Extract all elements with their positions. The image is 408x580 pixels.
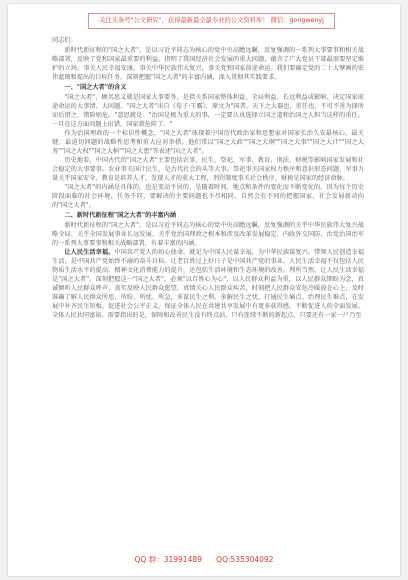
document-page — [8, 4, 400, 576]
section-heading-1: 一、"国之大者"的含义 — [64, 84, 127, 91]
footer-contact: QQ 群：31991489 QQ:535304092 — [134, 555, 274, 564]
promo-banner[interactable]: 关注头条号"公文研究"，获得最新最全最专业的公文资料库！ 微信：gongwenyj — [88, 13, 335, 29]
paragraph-concept: 作为治国理政的一个标识性概念，"国之大者"体现着中国历代政治家和思想家对国家长治久安最核心、最关键、最迫切问题的战略性思考和重大应对举措。他们常以"国之大政""国之大纲""国之大事""国之大计""国之大务""国之大权""国之大柄""国之大患"等表述"国之大者"。 — [52, 130, 364, 155]
paragraph-change: "国之大者"的内涵是具体的，也是变动不居的，是随着时间、地点和条件的变化而不断变化的。因为每个历史阶段面临的社会环境、任务不同，要解决的主要问题也不尽相同，自然会有不同的把握国家、社会发展新动向的"国之大者"。 — [52, 184, 364, 209]
paragraph-definition: "国之大者"，顾名思义就是国家大事要务，是指关系国家整体利益、全局利益、长远利益或影响、决定国家前途命运的大事情、大问题。"国之大者"出自《荀子·王霸》，原文为"国者，天下之大器也，重任也，不可不善为择所而后错之，错险则危。"意思就是："治国是极为重大的事，一定要认真选择立国之道和治国之人担当这样的重任，一旦在这方面问题上出错，国家就危险了。" — [52, 94, 364, 128]
paragraph-people-happiness — [52, 248, 364, 320]
paragraph-intro: 新时代新征程的"国之大者"，是以习近平同志为核心的党中央高瞻远瞩，反复强调的一系列大事要事和相关战略部署，反映了党和国家最重要的利益。指明了我国经济社会发展的重大问题，蕴含了广大党员干部最需要坚定维护的立场。事关人民幸福安康，事关中华民族伟大复兴，事关党和国家前途命运。我们要确定党的二十大擘画的宏伟蓝图和提出的目标任务，深刻把握"国之大者"的丰富内涵，深入贯彻其实践要求。 — [52, 47, 364, 81]
paragraph-people-happiness-text: 中国共产党人的初心使命，就是为中国人民谋幸福，为中华民族谋复兴。带领人民创造幸福生活，是中国共产党始终不渝的奋斗目标。让老百姓过上好日子是中国共产党的事业。人民生活幸福不仅包括人民物质生活水平的提高，精神文化消费能力的提升，还包括生活环境和生态环境的改善。理所当然，让人民生活幸福是"国之大者"。深刻把握这一"国之大者"，必须"以百姓心为心"，以人民群众利益为重，以人民群众期盼为念，真诚倾听人民群众呼声，真实反映人民群众愿望，真情关心人民群众疾苦，时刻把人民群众安危冷暖放在心上，及时准确了解人民群众所思、所盼、所忧、所急，多谋民生之利、多解民生之忧，打通民生痛点、治理民生难点，在发展中补齐民生短板、促进社会公平正义，保证全体人民在共建共享发展中有更多获得感，不断促进人的全面发展、全体人民共同富裕。需要指出的是，保障和改善民生没有终点站，只有连续不断的新起点，只要还有一家一户乃至 — [52, 249, 364, 319]
salutation: 同志们： — [52, 37, 77, 44]
subheading-people-happiness: 让人民生活幸福。 — [64, 249, 115, 256]
document-body — [52, 36, 364, 546]
section-heading-2: 二、新时代新征程"国之大者"的丰富内涵 — [64, 212, 177, 219]
paragraph-new-era: 新时代新征程的"国之大者"，是以习近平同志为核心的党中央高瞻远瞩，反复强调的关乎中华民族伟大复兴战略全局、关乎全国发展事业长远发展、关乎党治国理政之根本和涉及改革发展稳定、内政外交国防、治党治国治军的一系列大事要事和相关战略部署，有着丰富的内涵。 — [52, 222, 364, 247]
paragraph-history: 历史地看，中国古代的"国之大者"主要包括农事、民生、祭祀、军事、教育、刑法、财税等影响国家发展和社会稳定的大事要事。农业事关国计民生，是古代社会的头等大事。祭祀事关国家权力秩序和意识形态问题，军事力量关乎国家安全，教育是培养人才、发现人才的重大工程，刑罚制度事关社会秩序，财税是国家的经济命脉。 — [52, 157, 364, 182]
